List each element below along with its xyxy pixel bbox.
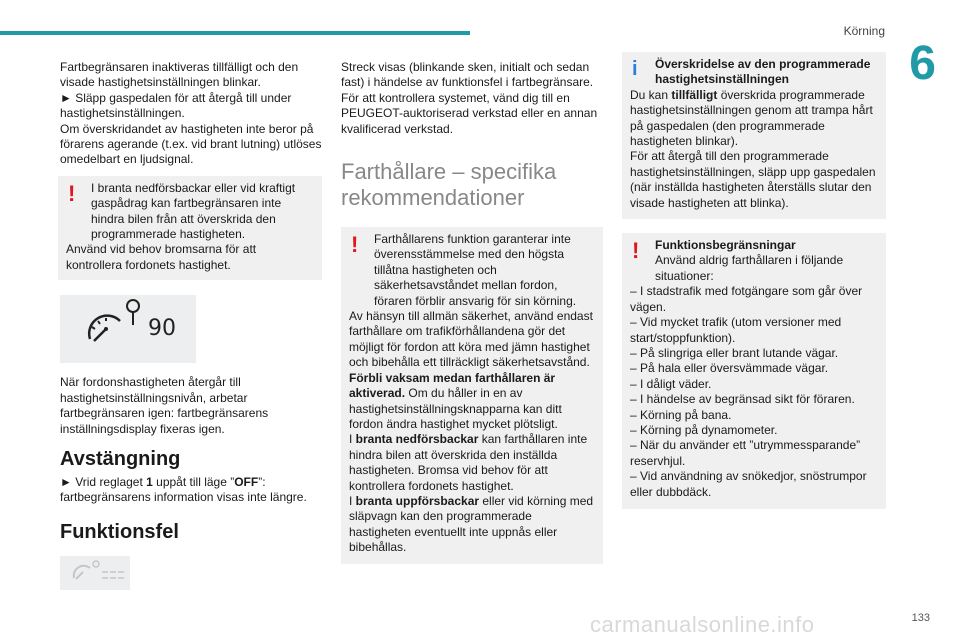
heading-avstangning: Avstängning [60,447,181,470]
section-title: Körning [843,24,885,38]
watermark: carmanualsonline.info [590,612,815,637]
heading-funktionsfel: Funktionsfel [60,520,179,543]
warning-text: Använd aldrig farthållaren i följande situationer: [655,253,844,283]
paragraph: För att kontrollera systemet, vänd dig till en PEUGEOT-auktoriserad verkstad eller en annan kvalificerad verkstad. [341,90,598,136]
info-text: För att återgå till den programmerade hastighetsinställningen, släpp upp gaspedalen (när inställda hastigheten återställs slutar den visade hastigheten att blinka). [630,149,876,210]
header-accent-bar [0,31,470,35]
speedometer-dashes-icon [60,556,130,590]
warning-box [58,176,322,280]
chapter-number: 6 [909,37,936,90]
info-text: Du kan tillfälligt överskrida programmerade hastighetsinställningen genom att trampa hårt på gaspedalen (den programmerade hastigheten blinkar). [630,87,873,149]
column-2 [341,60,603,564]
paragraph: Streck visas (blinkande sken, initialt och sedan fast) i händelse av funktionsfel i fartbegränsare. [341,60,594,90]
list-item: – Körning på bana. [630,407,732,422]
warning-icon: ! [351,232,359,258]
warning-text: I branta nedförsbackar eller vid kraftigt gaspådrag kan fartbegränsaren inte hindra bilen från att överskrida den programmerade hastigheten. [91,180,296,242]
warning-text: Farthållarens funktion garanterar inte överensstämmelse med den högsta tillåtna hastigheten och säkerhetsavståndet mellan fordon, föraren förblir ansvarig för sin körning. [374,232,577,308]
paragraph: ► Släpp gaspedalen för att återgå till under hastighetsinställningen. [60,90,292,121]
list-item: – På slingriga eller brant lutande vägar. [630,345,839,360]
list-item: – När du använder ett ”utrymmessparande” reservhjul. [630,438,861,468]
warning-icon: ! [632,238,640,264]
list-item: – På hala eller översvämmade vägar. [630,361,829,376]
list-item: – Vid användning av snökedjor, snöstrumpor eller dubbdäck. [630,469,867,499]
list-item: – Vid mycket trafik (utom versioner med start/stoppfunktion). [630,315,842,345]
paragraph: När fordonshastigheten återgår till hastighetsinställningsnivån, arbetar fartbegränsaren igen: fartbegränsarens inställningsdisplay fixeras igen. [60,375,269,436]
warning-title: Funktionsbegränsningar [655,238,796,253]
info-icon: i [632,58,638,80]
warning-icon: ! [68,180,76,206]
paragraph: ► Vrid reglaget 1 uppåt till läge ”OFF”: fartbegränsarens information visas inte längre. [60,474,307,505]
list-item: – Körning på dynamometer. [630,422,778,437]
warning-text: Använd vid behov bromsarna för att kontrollera fordonets hastighet. [66,242,257,272]
list-item: – I stadstrafik med fotgängare som går över vägen. [630,284,863,314]
warning-text: I branta nedförsbackar kan farthållaren inte hindra bilen att överskrida den inställda hastigheten. Bromsa vid behov för att kontrollera fordonets hastighet. [349,432,588,493]
paragraph: Fartbegränsaren inaktiveras tillfälligt och den visade hastighetsinställningen blinkar. [60,60,299,90]
list-item: – I dåligt väder. [630,376,712,391]
info-title: Överskridelse av den programmerade hastighetsinställningen [655,57,871,87]
fault-display-illustration [60,556,130,590]
column-3 [622,52,886,509]
speed-limiter-display-illustration [60,295,196,363]
warning-box [341,227,603,564]
warning-text: Av hänsyn till allmän säkerhet, använd endast farthållare om trafikförhållandena gör det möjligt för fordon att köra med jämn hastighet och bibehålla ett tillräckligt säkerhetsavstånd. [349,309,593,370]
paragraph: Om överskridandet av hastigheten inte beror på förarens agerande (t.ex. vid brant lutning) utlöses omedelbart en ljudsignal. [60,121,322,167]
list-item: – I händelse av begränsad sikt för föraren. [630,392,855,407]
column-1 [60,60,322,590]
page-number: 133 [911,612,930,624]
warning-box [622,233,886,509]
warning-text: Förbli vaksam medan farthållaren är aktiverad. Om du håller in en av hastighetsinställningsknapparna kan ditt fordon ändra hastighet mycket plötsligt. [349,370,562,431]
info-box [622,52,886,219]
speed-value: 90 [148,316,176,342]
warning-text: I branta uppförsbackar eller vid körning med släpvagn kan den programmerade hastigheten eventuellt inte uppnås eller bibehållas. [349,493,594,555]
heading-farthallare: Farthållare – specifika rekommendationer [341,159,557,211]
